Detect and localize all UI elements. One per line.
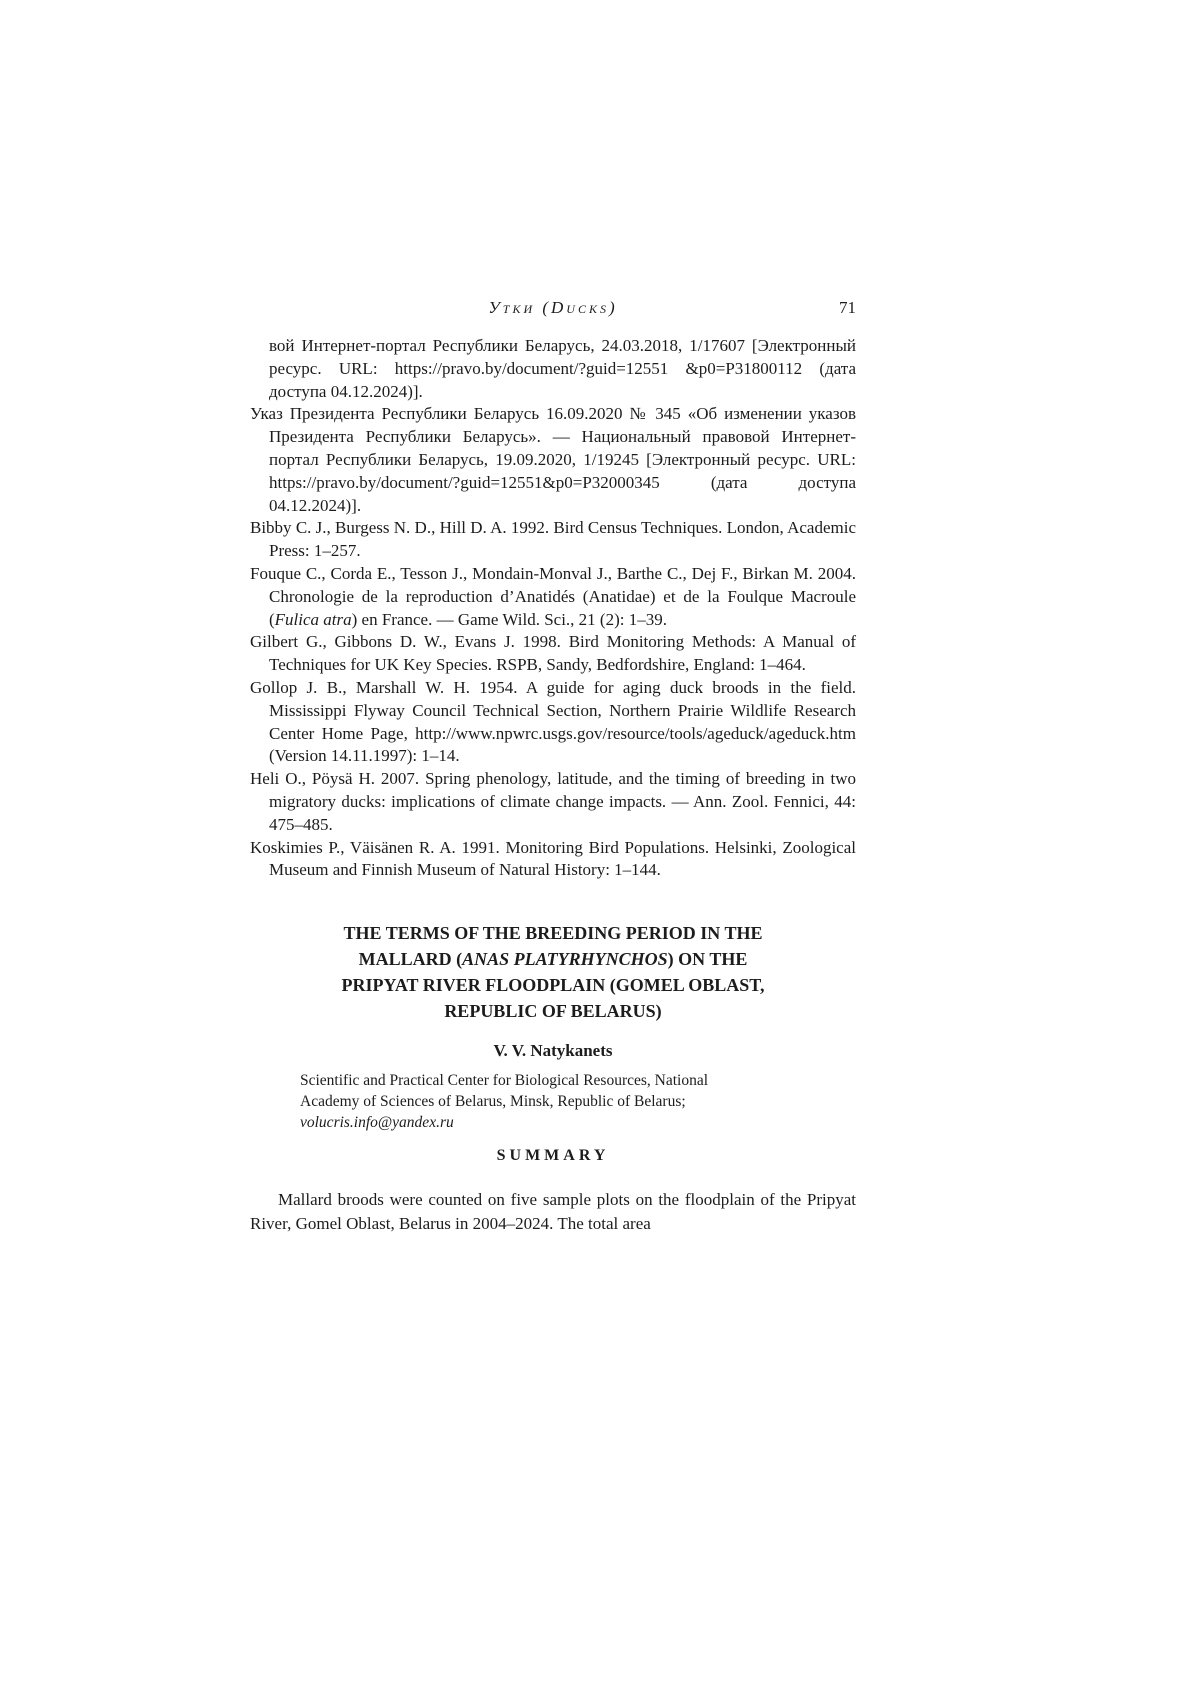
- title-text: ) ON THE: [667, 949, 748, 970]
- reference-entry: Gollop J. B., Marshall W. H. 1954. A guide for aging duck broods in the field. Mississippi Flyway Council Technical Section, Northern Prairie Wildlife Research Center Home Page, http://www.npwrc.usgs.gov/resource/tools/ageduck/ageduck.htm (Version 14.11.1997): 1–14.: [250, 677, 856, 766]
- running-title: Утки (Ducks): [488, 298, 618, 317]
- species-name: Fulica atra: [274, 609, 352, 629]
- reference-entry-continuation: вой Интернет-портал Республики Беларусь, 24.03.2018, 1/17607 [Электронный ресурс. URL: https://pravo.by/document/?guid=12551 &p0=P31800112 (дата доступа 04.12.2024)].: [269, 336, 856, 401]
- reference-entry: Указ Президента Республики Беларусь 16.09.2020 № 345 «Об изменении указов Президента Республики Беларусь». — Национальный правовой Интернет-портал Республики Беларусь, 19.09.2020, 1/19245 [Электронный ресурс. URL: https://pravo.by/document/?guid=12551&p0=P32000345 (дата доступа 04.12.2024)].: [250, 404, 856, 515]
- article-title-line: THE TERMS OF THE BREEDING PERIOD IN THE: [343, 923, 763, 944]
- reference-text: Fouque C., Corda E., Tesson J., Mondain-Monval J., Barthe C., Dej F., Birkan M. 2004. Chronologie de la reproduction d’Anatidés (Anatidae) et de la Foulque Macroule (: [250, 563, 856, 629]
- article-title: [250, 920, 856, 1024]
- reference-entry: Koskimies P., Väisänen R. A. 1991. Monitoring Bird Populations. Helsinki, Zoological Museum and Finnish Museum of Natural History: 1–144.: [250, 837, 856, 880]
- reference-entry: Bibby C. J., Burgess N. D., Hill D. A. 1992. Bird Census Techniques. London, Academic Press: 1–257.: [250, 518, 856, 561]
- title-text: MALLARD (: [358, 949, 463, 970]
- summary-paragraph: Mallard broods were counted on five sample plots on the floodplain of the Pripyat River, Gomel Oblast, Belarus in 2004–2024. The total area: [250, 1190, 856, 1234]
- summary-heading: SUMMARY: [496, 1147, 610, 1165]
- text-block: [250, 296, 856, 1237]
- article-title-line: [250, 946, 856, 972]
- affiliation-line: Scientific and Practical Center for Biological Resources, National: [300, 1072, 709, 1090]
- reference-entry: [250, 563, 856, 631]
- affiliation-block: [300, 1070, 856, 1133]
- author-name: V. V. Natykanets: [493, 1041, 613, 1061]
- page-header: [250, 296, 856, 320]
- article-title-line: REPUBLIC OF BELARUS): [444, 1001, 662, 1022]
- page-number: 71: [839, 298, 856, 317]
- article-title-line: PRIPYAT RIVER FLOODPLAIN (GOMEL OBLAST,: [341, 975, 765, 996]
- author-email: volucris.info@yandex.ru: [300, 1114, 454, 1132]
- affiliation-line: Academy of Sciences of Belarus, Minsk, Republic of Belarus;: [300, 1093, 686, 1111]
- references-list: [250, 335, 856, 882]
- reference-entry: Gilbert G., Gibbons D. W., Evans J. 1998. Bird Monitoring Methods: A Manual of Techniques for UK Key Species. RSPB, Sandy, Bedfordshire, England: 1–464.: [250, 632, 856, 675]
- reference-entry: Heli O., Pöysä H. 2007. Spring phenology, latitude, and the timing of breeding in two migratory ducks: implications of climate change impacts. — Ann. Zool. Fennici, 44: 475–485.: [250, 769, 856, 834]
- reference-text: ) en France. — Game Wild. Sci., 21 (2): 1–39.: [351, 609, 667, 629]
- species-name: ANAS PLATYRHYNCHOS: [462, 949, 668, 970]
